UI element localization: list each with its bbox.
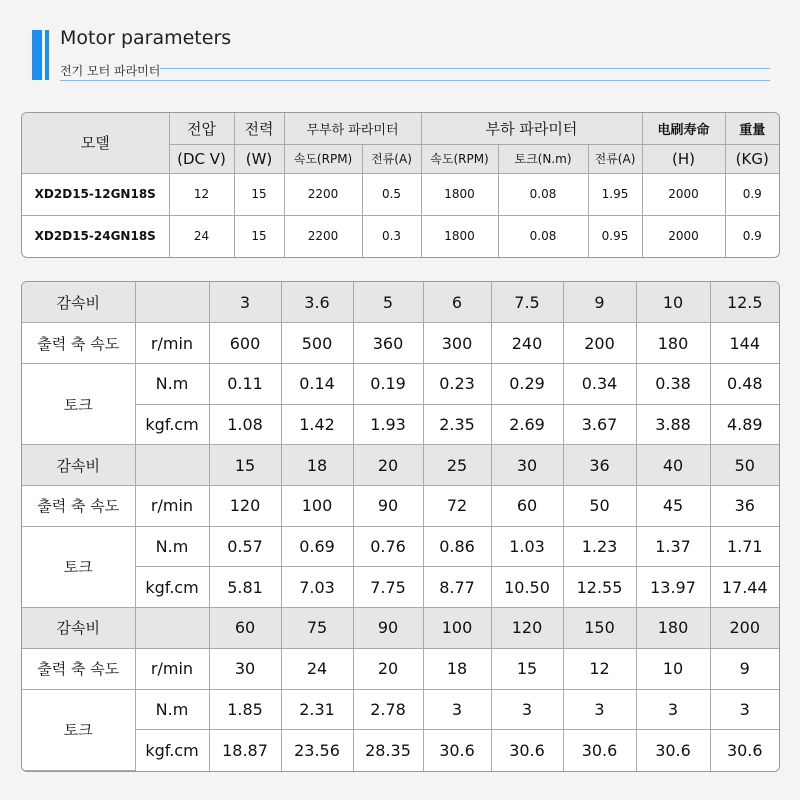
speed-unit: r/min (135, 648, 209, 689)
weight-cell: 0.9 (725, 215, 779, 257)
torque-nm-cell: 1.71 (710, 526, 779, 567)
life-cell: 2000 (642, 173, 725, 215)
torque-kgf-cell: 30.6 (563, 730, 636, 771)
model-cell: XD2D15-12GN18S (22, 173, 169, 215)
ratio-cell: 10 (636, 282, 710, 323)
torque-kgf-cell: 1.42 (281, 404, 353, 445)
ratio-cell: 5 (353, 282, 423, 323)
speed-cell: 72 (423, 486, 491, 527)
speed-cell: 36 (710, 486, 779, 527)
load-speed-cell: 1800 (421, 215, 498, 257)
no-load-speed-header: 속도(RPM) (284, 144, 362, 173)
accent-bar-thin (45, 30, 49, 80)
torque-kgf-cell: 2.69 (491, 404, 563, 445)
ratio-cell: 150 (563, 608, 636, 649)
header-divider (60, 80, 770, 81)
torque-kgf-cell: 18.87 (209, 730, 281, 771)
ratio-unit-blank (135, 445, 209, 486)
reduction-ratio-table (21, 281, 780, 772)
ratio-cell: 200 (710, 608, 779, 649)
speed-cell: 45 (636, 486, 710, 527)
speed-unit: r/min (135, 323, 209, 364)
torque-nm-cell: 1.23 (563, 526, 636, 567)
torque-nm-cell: 0.19 (353, 363, 423, 404)
speed-cell: 20 (353, 648, 423, 689)
ratio-label: 감속비 (22, 445, 135, 486)
model-cell: XD2D15-24GN18S (22, 215, 169, 257)
life-cell: 2000 (642, 215, 725, 257)
power-unit: (W) (234, 144, 284, 173)
torque-kgf-cell: 30.6 (423, 730, 491, 771)
section-title-en: Motor parameters (60, 27, 232, 49)
torque-nm-cell: 0.29 (491, 363, 563, 404)
ratio-cell: 120 (491, 608, 563, 649)
speed-cell: 100 (281, 486, 353, 527)
load-torque-header: 토크(N.m) (498, 144, 588, 173)
speed-row (22, 486, 779, 527)
load-current-cell: 1.95 (588, 173, 642, 215)
torque-kgf-cell: 8.77 (423, 567, 491, 608)
speed-row (22, 648, 779, 689)
speed-cell: 60 (491, 486, 563, 527)
ratio-cell: 60 (209, 608, 281, 649)
voltage-cell: 12 (169, 173, 234, 215)
ratio-cell: 3 (209, 282, 281, 323)
load-header: 부하 파라미터 (421, 113, 642, 144)
torque-nm-cell: 0.48 (710, 363, 779, 404)
power-header: 전력 (234, 113, 284, 144)
speed-cell: 30 (209, 648, 281, 689)
torque-kgf-cell: 5.81 (209, 567, 281, 608)
ratio-cell: 90 (353, 608, 423, 649)
torque-kgf-cell: 30.6 (491, 730, 563, 771)
ratio-cell: 40 (636, 445, 710, 486)
torque-unit-kgf: kgf.cm (135, 404, 209, 445)
torque-nm-cell: 0.11 (209, 363, 281, 404)
ratio-cell: 6 (423, 282, 491, 323)
load-speed-header: 속도(RPM) (421, 144, 498, 173)
speed-cell: 300 (423, 323, 491, 364)
speed-cell: 10 (636, 648, 710, 689)
torque-kgf-cell: 7.03 (281, 567, 353, 608)
ratio-cell: 36 (563, 445, 636, 486)
torque-unit-kgf: kgf.cm (135, 567, 209, 608)
speed-label: 출력 축 속도 (22, 486, 135, 527)
speed-cell: 9 (710, 648, 779, 689)
speed-cell: 12 (563, 648, 636, 689)
voltage-header: 전압 (169, 113, 234, 144)
torque-nm-cell: 3 (423, 689, 491, 730)
ratio-unit-blank (135, 282, 209, 323)
no-load-speed-cell: 2200 (284, 215, 362, 257)
ratio-cell: 100 (423, 608, 491, 649)
speed-cell: 144 (710, 323, 779, 364)
no-load-speed-cell: 2200 (284, 173, 362, 215)
torque-nm-cell: 0.69 (281, 526, 353, 567)
torque-kgf-cell: 7.75 (353, 567, 423, 608)
no-load-current-header: 전류(A) (362, 144, 421, 173)
section-header (0, 0, 800, 100)
speed-cell: 50 (563, 486, 636, 527)
torque-nm-cell: 2.78 (353, 689, 423, 730)
voltage-cell: 24 (169, 215, 234, 257)
speed-unit: r/min (135, 486, 209, 527)
torque-kgf-cell: 13.97 (636, 567, 710, 608)
torque-kgf-cell: 28.35 (353, 730, 423, 771)
torque-label: 토크 (22, 363, 135, 444)
torque-kgf-cell: 3.88 (636, 404, 710, 445)
ratio-row (22, 445, 779, 486)
speed-cell: 120 (209, 486, 281, 527)
torque-nm-cell: 0.23 (423, 363, 491, 404)
ratio-cell: 7.5 (491, 282, 563, 323)
speed-cell: 180 (636, 323, 710, 364)
torque-kgf-cell: 1.93 (353, 404, 423, 445)
no-load-current-cell: 0.3 (362, 215, 421, 257)
model-header: 모델 (22, 113, 169, 173)
torque-kgf-cell: 30.6 (636, 730, 710, 771)
table-row (22, 215, 779, 257)
power-cell: 15 (234, 215, 284, 257)
weight-cell: 0.9 (725, 173, 779, 215)
load-current-cell: 0.95 (588, 215, 642, 257)
ratio-label: 감속비 (22, 282, 135, 323)
torque-nm-cell: 0.86 (423, 526, 491, 567)
load-torque-cell: 0.08 (498, 173, 588, 215)
ratio-cell: 15 (209, 445, 281, 486)
torque-kgf-row (22, 404, 779, 445)
weight-header: 重量 (725, 113, 779, 144)
life-unit: (H) (642, 144, 725, 173)
torque-unit-nm: N.m (135, 689, 209, 730)
ratio-label: 감속비 (22, 608, 135, 649)
ratio-cell: 50 (710, 445, 779, 486)
no-load-header: 무부하 파라미터 (284, 113, 421, 144)
speed-cell: 600 (209, 323, 281, 364)
torque-nm-cell: 0.34 (563, 363, 636, 404)
torque-kgf-cell: 12.55 (563, 567, 636, 608)
torque-kgf-row (22, 730, 779, 771)
torque-nm-cell: 3 (636, 689, 710, 730)
power-cell: 15 (234, 173, 284, 215)
voltage-unit: (DC V) (169, 144, 234, 173)
torque-unit-nm: N.m (135, 363, 209, 404)
torque-kgf-row (22, 567, 779, 608)
load-speed-cell: 1800 (421, 173, 498, 215)
torque-kgf-cell: 2.35 (423, 404, 491, 445)
speed-row (22, 323, 779, 364)
torque-nm-cell: 0.14 (281, 363, 353, 404)
ratio-cell: 3.6 (281, 282, 353, 323)
torque-kgf-cell: 30.6 (710, 730, 779, 771)
torque-nm-cell: 1.03 (491, 526, 563, 567)
speed-cell: 15 (491, 648, 563, 689)
load-torque-cell: 0.08 (498, 215, 588, 257)
torque-nm-cell: 3 (563, 689, 636, 730)
ratio-row (22, 608, 779, 649)
torque-nm-cell: 1.37 (636, 526, 710, 567)
torque-nm-cell: 0.57 (209, 526, 281, 567)
torque-nm-cell: 1.85 (209, 689, 281, 730)
ratio-unit-blank (135, 608, 209, 649)
torque-nm-cell: 3 (491, 689, 563, 730)
motor-params-table (21, 112, 780, 258)
ratio-cell: 20 (353, 445, 423, 486)
ratio-cell: 9 (563, 282, 636, 323)
torque-kgf-cell: 4.89 (710, 404, 779, 445)
load-current-header: 전류(A) (588, 144, 642, 173)
torque-kgf-cell: 3.67 (563, 404, 636, 445)
no-load-current-cell: 0.5 (362, 173, 421, 215)
torque-unit-kgf: kgf.cm (135, 730, 209, 771)
speed-cell: 24 (281, 648, 353, 689)
torque-nm-row (22, 689, 779, 730)
torque-unit-nm: N.m (135, 526, 209, 567)
torque-kgf-cell: 23.56 (281, 730, 353, 771)
speed-cell: 200 (563, 323, 636, 364)
torque-label: 토크 (22, 526, 135, 607)
ratio-cell: 18 (281, 445, 353, 486)
speed-label: 출력 축 속도 (22, 648, 135, 689)
torque-nm-row (22, 363, 779, 404)
life-header: 电刷寿命 (642, 113, 725, 144)
weight-unit: (KG) (725, 144, 779, 173)
speed-label: 출력 축 속도 (22, 323, 135, 364)
speed-cell: 18 (423, 648, 491, 689)
speed-cell: 500 (281, 323, 353, 364)
table-row (22, 173, 779, 215)
torque-kgf-cell: 17.44 (710, 567, 779, 608)
ratio-cell: 30 (491, 445, 563, 486)
ratio-cell: 12.5 (710, 282, 779, 323)
torque-nm-row (22, 526, 779, 567)
speed-cell: 360 (353, 323, 423, 364)
torque-kgf-cell: 10.50 (491, 567, 563, 608)
torque-nm-cell: 0.76 (353, 526, 423, 567)
ratio-row (22, 282, 779, 323)
accent-bar (32, 30, 42, 80)
torque-nm-cell: 0.38 (636, 363, 710, 404)
speed-cell: 90 (353, 486, 423, 527)
torque-label: 토크 (22, 689, 135, 770)
speed-cell: 240 (491, 323, 563, 364)
ratio-cell: 75 (281, 608, 353, 649)
header-divider (160, 68, 770, 69)
ratio-cell: 25 (423, 445, 491, 486)
torque-nm-cell: 2.31 (281, 689, 353, 730)
ratio-cell: 180 (636, 608, 710, 649)
torque-nm-cell: 3 (710, 689, 779, 730)
torque-kgf-cell: 1.08 (209, 404, 281, 445)
section-title-ko: 전기 모터 파라미터 (60, 64, 161, 78)
